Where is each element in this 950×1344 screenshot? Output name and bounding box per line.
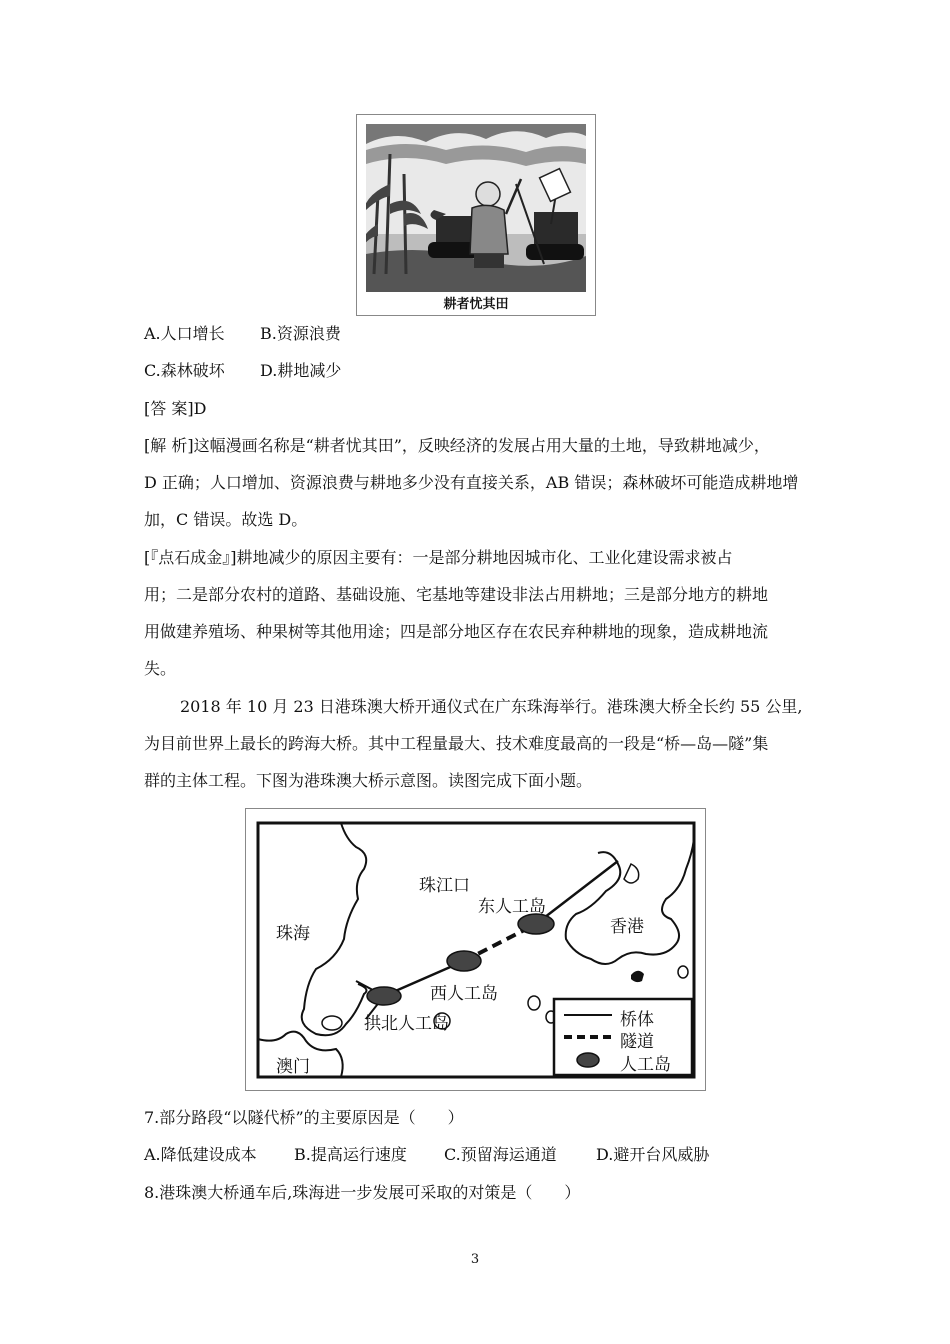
q6-analysis-line3: 加，C 错误。故选 D。 [144,510,308,529]
passage-line3: 群的主体工程。下图为港珠澳大桥示意图。读图完成下面小题。 [144,771,593,790]
q6-option-c: C.森林破坏 [144,361,225,380]
q7-stem: 7.部分路段“以隧代桥”的主要原因是（ ） [144,1108,464,1127]
legend-bridge: 桥体 [620,1010,654,1030]
q6-options-row1 [144,324,341,344]
legend-tunnel: 隧道 [620,1032,654,1052]
q6-answer: [答 案]D [144,399,207,418]
q6-tip-line2: 用；二是部分农村的道路、基础设施、宅基地等建设非法占用耕地；三是部分地方的耕地 [144,585,769,604]
cartoon-image [366,124,586,292]
page-number: 3 [470,1252,480,1267]
label-xianggang: 香港 [610,917,644,937]
q7-option-b: B.提高运行速度 [294,1145,407,1164]
q7-options [144,1145,709,1165]
label-gongbei-island: 拱北人工岛 [364,1014,449,1034]
passage-line1: 2018 年 10 月 23 日港珠澳大桥开通仪式在广东珠海举行。港珠澳大桥全长约 55 公里, [180,697,803,716]
cartoon-figure [356,114,596,316]
label-dong-island: 东人工岛 [478,897,546,917]
q7-option-d: D.避开台风威胁 [596,1145,710,1164]
q6-tip-line4: 失。 [144,659,177,678]
q6-analysis-line2: D 正确；人口增加、资源浪费与耕地多少没有直接关系，AB 错误；森林破坏可能造成耕地增 [144,473,799,492]
label-aomen: 澳门 [276,1057,310,1077]
q6-option-d: D.耕地减少 [260,361,342,380]
q7-option-c: C.预留海运通道 [444,1145,557,1164]
q6-analysis-line1: [解 析]这幅漫画名称是“耕者忧其田”，反映经济的发展占用大量的土地，导致耕地减少， [144,436,770,455]
cartoon-caption: 耕者忧其田 [443,297,509,312]
q6-option-a: A.人口增长 [144,324,225,343]
label-zhuhai: 珠海 [276,924,310,944]
q6-options-row2 [144,361,341,381]
legend-island: 人工岛 [620,1055,671,1075]
label-xi-island: 西人工岛 [430,984,498,1004]
passage-line2: 为目前世界上最长的跨海大桥。其中工程量最大、技术难度最高的一段是“桥—岛—隧”集 [144,734,769,753]
q6-tip-line1: [『点石成金』]耕地减少的原因主要有：一是部分耕地因城市化、工业化建设需求被占 [144,548,733,567]
q6-option-b: B.资源浪费 [260,324,341,343]
q7-option-a: A.降低建设成本 [144,1145,257,1164]
bridge-map [245,808,706,1091]
q6-tip-line3: 用做建养殖场、种果树等其他用途；四是部分地区存在农民弃种耕地的现象，造成耕地流 [144,622,769,641]
label-zhujiangkou: 珠江口 [419,876,470,896]
q8-stem: 8.港珠澳大桥通车后,珠海进一步发展可采取的对策是（ ） [144,1183,581,1202]
